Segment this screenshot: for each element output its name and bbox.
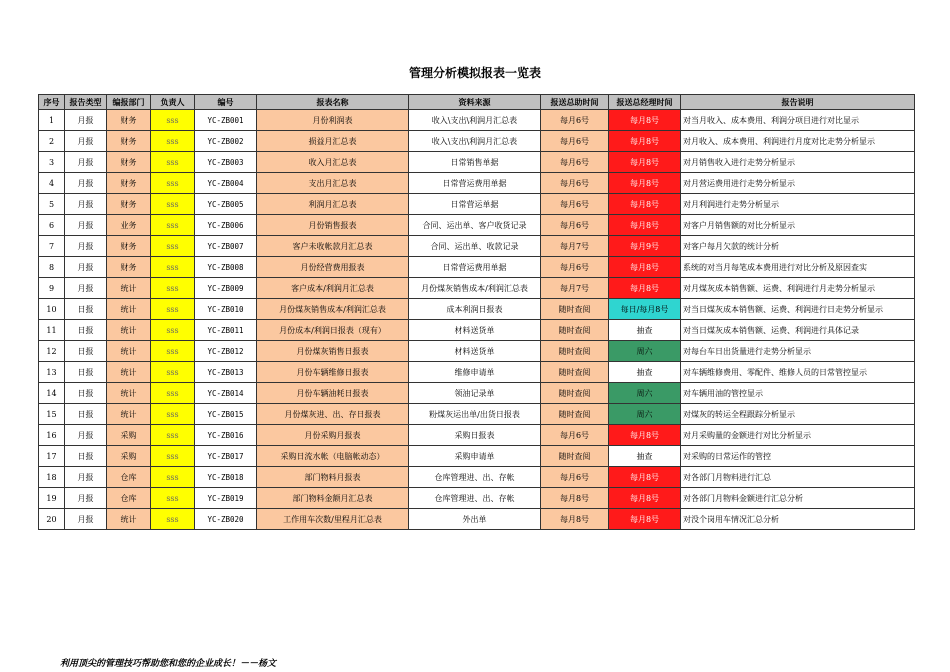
data-source-cell: 领油记录单: [409, 383, 541, 404]
data-source-cell: 仓库管理进、出、存帐: [409, 488, 541, 509]
department-cell: 财务: [107, 236, 151, 257]
assistant-deadline-cell: 每月6号: [541, 425, 609, 446]
report-name-cell: 月份成本/利润日报表（现有）: [257, 320, 409, 341]
table-row: [39, 383, 915, 404]
owner-cell: sss: [151, 404, 195, 425]
department-cell: 财务: [107, 173, 151, 194]
owner-cell: sss: [151, 173, 195, 194]
description-cell: 对月营运费用进行走势分析显示: [681, 173, 915, 194]
description-cell: 对采购的日常运作的管控: [681, 446, 915, 467]
report-type-cell: 月报: [65, 236, 107, 257]
table-row: [39, 278, 915, 299]
report-name-cell: 月份车辆油耗日报表: [257, 383, 409, 404]
column-header: 报告说明: [681, 95, 915, 110]
gm-deadline-cell: 每月8号: [609, 152, 681, 173]
report-code-cell: YC-ZB012: [195, 341, 257, 362]
report-name-cell: 客户未收帐款月汇总表: [257, 236, 409, 257]
report-code-cell: YC-ZB009: [195, 278, 257, 299]
report-code-cell: YC-ZB018: [195, 467, 257, 488]
department-cell: 统计: [107, 362, 151, 383]
report-type-cell: 月报: [65, 488, 107, 509]
assistant-deadline-cell: 每月6号: [541, 194, 609, 215]
gm-deadline-cell: 每月9号: [609, 236, 681, 257]
assistant-deadline-cell: 每月7号: [541, 278, 609, 299]
description-cell: 对当日煤灰成本销售额、运费、利润进行具体记录: [681, 320, 915, 341]
data-source-cell: 合同、运出单、客户收货记录: [409, 215, 541, 236]
row-number: 11: [39, 320, 65, 341]
assistant-deadline-cell: 每月6号: [541, 131, 609, 152]
table-row: [39, 488, 915, 509]
description-cell: 对各部门月物料进行汇总: [681, 467, 915, 488]
assistant-deadline-cell: 每月6号: [541, 173, 609, 194]
column-header: 报表名称: [257, 95, 409, 110]
gm-deadline-cell: 每月8号: [609, 278, 681, 299]
data-source-cell: 收入\支出\利润月汇总表: [409, 131, 541, 152]
department-cell: 统计: [107, 383, 151, 404]
owner-cell: sss: [151, 257, 195, 278]
description-cell: 对车辆用油的管控显示: [681, 383, 915, 404]
department-cell: 财务: [107, 194, 151, 215]
report-code-cell: YC-ZB001: [195, 110, 257, 131]
report-type-cell: 月报: [65, 257, 107, 278]
report-type-cell: 日报: [65, 383, 107, 404]
department-cell: 财务: [107, 110, 151, 131]
department-cell: 财务: [107, 257, 151, 278]
row-number: 13: [39, 362, 65, 383]
column-header: 资料来源: [409, 95, 541, 110]
department-cell: 仓库: [107, 488, 151, 509]
report-name-cell: 客户成本/利润月汇总表: [257, 278, 409, 299]
header-row: [39, 95, 915, 110]
row-number: 2: [39, 131, 65, 152]
table-row: [39, 404, 915, 425]
row-number: 4: [39, 173, 65, 194]
data-source-cell: 维修申请单: [409, 362, 541, 383]
report-code-cell: YC-ZB008: [195, 257, 257, 278]
report-code-cell: YC-ZB004: [195, 173, 257, 194]
row-number: 14: [39, 383, 65, 404]
data-source-cell: 材料送货单: [409, 341, 541, 362]
description-cell: 对月收入、成本费用、利润进行月度对比走势分析显示: [681, 131, 915, 152]
gm-deadline-cell: 每月8号: [609, 257, 681, 278]
report-name-cell: 月份煤灰销售成本/利润汇总表: [257, 299, 409, 320]
description-cell: 对没个岗用车情况汇总分析: [681, 509, 915, 530]
department-cell: 业务: [107, 215, 151, 236]
report-name-cell: 部门物料月报表: [257, 467, 409, 488]
table-row: [39, 215, 915, 236]
department-cell: 统计: [107, 509, 151, 530]
report-type-cell: 日报: [65, 362, 107, 383]
data-source-cell: 月份煤灰销售成本/利润汇总表: [409, 278, 541, 299]
report-code-cell: YC-ZB003: [195, 152, 257, 173]
report-type-cell: 日报: [65, 404, 107, 425]
table-row: [39, 509, 915, 530]
table-row: [39, 320, 915, 341]
description-cell: 对月煤灰成本销售额、运费、利润进行月走势分析显示: [681, 278, 915, 299]
row-number: 3: [39, 152, 65, 173]
report-name-cell: 支出月汇总表: [257, 173, 409, 194]
report-type-cell: 日报: [65, 446, 107, 467]
department-cell: 财务: [107, 131, 151, 152]
description-cell: 对当月收入、成本费用、利润分项目进行对比显示: [681, 110, 915, 131]
assistant-deadline-cell: 每月6号: [541, 467, 609, 488]
owner-cell: sss: [151, 152, 195, 173]
gm-deadline-cell: 每日/每月8号: [609, 299, 681, 320]
column-header: 编报部门: [107, 95, 151, 110]
owner-cell: sss: [151, 194, 195, 215]
gm-deadline-cell: 每月8号: [609, 467, 681, 488]
report-code-cell: YC-ZB019: [195, 488, 257, 509]
table-row: [39, 341, 915, 362]
gm-deadline-cell: 每月8号: [609, 110, 681, 131]
owner-cell: sss: [151, 299, 195, 320]
row-number: 8: [39, 257, 65, 278]
report-type-cell: 月报: [65, 215, 107, 236]
department-cell: 统计: [107, 320, 151, 341]
report-name-cell: 月份煤灰进、出、存日报表: [257, 404, 409, 425]
report-type-cell: 月报: [65, 131, 107, 152]
owner-cell: sss: [151, 383, 195, 404]
department-cell: 统计: [107, 404, 151, 425]
assistant-deadline-cell: 每月6号: [541, 257, 609, 278]
description-cell: 对月采购量的金额进行对比分析显示: [681, 425, 915, 446]
gm-deadline-cell: 每月8号: [609, 215, 681, 236]
assistant-deadline-cell: 随时查阅: [541, 320, 609, 341]
report-name-cell: 月份利润表: [257, 110, 409, 131]
report-name-cell: 月份煤灰销售日报表: [257, 341, 409, 362]
table-row: [39, 110, 915, 131]
report-code-cell: YC-ZB007: [195, 236, 257, 257]
department-cell: 采购: [107, 446, 151, 467]
report-name-cell: 工作用车次数/里程月汇总表: [257, 509, 409, 530]
table-row: [39, 425, 915, 446]
table-row: [39, 299, 915, 320]
department-cell: 财务: [107, 152, 151, 173]
report-type-cell: 月报: [65, 509, 107, 530]
owner-cell: sss: [151, 488, 195, 509]
assistant-deadline-cell: 随时查阅: [541, 446, 609, 467]
row-number: 20: [39, 509, 65, 530]
report-type-cell: 月报: [65, 152, 107, 173]
row-number: 5: [39, 194, 65, 215]
data-source-cell: 成本利润日报表: [409, 299, 541, 320]
owner-cell: sss: [151, 278, 195, 299]
table-row: [39, 362, 915, 383]
row-number: 17: [39, 446, 65, 467]
table-row: [39, 236, 915, 257]
report-name-cell: 部门物料金额月汇总表: [257, 488, 409, 509]
row-number: 1: [39, 110, 65, 131]
gm-deadline-cell: 抽查: [609, 320, 681, 341]
assistant-deadline-cell: 随时查阅: [541, 299, 609, 320]
owner-cell: sss: [151, 110, 195, 131]
gm-deadline-cell: 抽查: [609, 362, 681, 383]
report-code-cell: YC-ZB017: [195, 446, 257, 467]
department-cell: 统计: [107, 299, 151, 320]
report-type-cell: 月报: [65, 278, 107, 299]
gm-deadline-cell: 周六: [609, 341, 681, 362]
column-header: 报送总助时间: [541, 95, 609, 110]
row-number: 18: [39, 467, 65, 488]
data-source-cell: 日常营运单据: [409, 194, 541, 215]
report-type-cell: 日报: [65, 341, 107, 362]
assistant-deadline-cell: 随时查阅: [541, 362, 609, 383]
report-name-cell: 月份采购月报表: [257, 425, 409, 446]
report-code-cell: YC-ZB015: [195, 404, 257, 425]
column-header: 报告类型: [65, 95, 107, 110]
row-number: 10: [39, 299, 65, 320]
data-source-cell: 日常营运费用单据: [409, 257, 541, 278]
description-cell: 系统的对当月每笔成本费用进行对比分析及原因查实: [681, 257, 915, 278]
row-number: 9: [39, 278, 65, 299]
data-source-cell: 外出单: [409, 509, 541, 530]
assistant-deadline-cell: 随时查阅: [541, 341, 609, 362]
column-header: 序号: [39, 95, 65, 110]
table-row: [39, 446, 915, 467]
page-title: 管理分析模拟报表一览表: [408, 66, 541, 80]
report-code-cell: YC-ZB002: [195, 131, 257, 152]
description-cell: 对车辆维修费用、零配件、维修人员的日常管控显示: [681, 362, 915, 383]
report-type-cell: 月报: [65, 173, 107, 194]
report-type-cell: 月报: [65, 467, 107, 488]
report-name-cell: 月份车辆维修日报表: [257, 362, 409, 383]
owner-cell: sss: [151, 236, 195, 257]
owner-cell: sss: [151, 320, 195, 341]
report-code-cell: YC-ZB016: [195, 425, 257, 446]
department-cell: 统计: [107, 278, 151, 299]
row-number: 7: [39, 236, 65, 257]
description-cell: 对月利润进行走势分析显示: [681, 194, 915, 215]
data-source-cell: 日常销售单据: [409, 152, 541, 173]
gm-deadline-cell: 每月8号: [609, 425, 681, 446]
assistant-deadline-cell: 每月8号: [541, 509, 609, 530]
description-cell: 对每台车日出货量进行走势分析显示: [681, 341, 915, 362]
report-code-cell: YC-ZB020: [195, 509, 257, 530]
column-header: 报送总经理时间: [609, 95, 681, 110]
gm-deadline-cell: 周六: [609, 404, 681, 425]
row-number: 15: [39, 404, 65, 425]
data-source-cell: 日常营运费用单据: [409, 173, 541, 194]
row-number: 6: [39, 215, 65, 236]
gm-deadline-cell: 周六: [609, 383, 681, 404]
data-source-cell: 粉煤灰运出单/出货日报表: [409, 404, 541, 425]
table-row: [39, 152, 915, 173]
gm-deadline-cell: 每月8号: [609, 509, 681, 530]
report-name-cell: 利润月汇总表: [257, 194, 409, 215]
report-table: [38, 94, 915, 530]
assistant-deadline-cell: 每月8号: [541, 488, 609, 509]
description-cell: 对当日煤灰成本销售额、运费、利润进行日走势分析显示: [681, 299, 915, 320]
assistant-deadline-cell: 每月6号: [541, 152, 609, 173]
report-name-cell: 收入月汇总表: [257, 152, 409, 173]
description-cell: 对月销售收入进行走势分析显示: [681, 152, 915, 173]
report-type-cell: 月报: [65, 110, 107, 131]
column-header: 编号: [195, 95, 257, 110]
gm-deadline-cell: 每月8号: [609, 194, 681, 215]
data-source-cell: 收入\支出\利润月汇总表: [409, 110, 541, 131]
assistant-deadline-cell: 每月6号: [541, 215, 609, 236]
department-cell: 统计: [107, 341, 151, 362]
row-number: 19: [39, 488, 65, 509]
data-source-cell: 材料送货单: [409, 320, 541, 341]
report-type-cell: 日报: [65, 320, 107, 341]
owner-cell: sss: [151, 215, 195, 236]
report-name-cell: 月份销售报表: [257, 215, 409, 236]
department-cell: 仓库: [107, 467, 151, 488]
row-number: 12: [39, 341, 65, 362]
owner-cell: sss: [151, 131, 195, 152]
gm-deadline-cell: 抽查: [609, 446, 681, 467]
report-code-cell: YC-ZB011: [195, 320, 257, 341]
report-name-cell: 采购日流水帐（电脑帐动态）: [257, 446, 409, 467]
table-row: [39, 467, 915, 488]
data-source-cell: 采购申请单: [409, 446, 541, 467]
owner-cell: sss: [151, 341, 195, 362]
assistant-deadline-cell: 随时查阅: [541, 404, 609, 425]
assistant-deadline-cell: 随时查阅: [541, 383, 609, 404]
owner-cell: sss: [151, 425, 195, 446]
data-source-cell: 采购日报表: [409, 425, 541, 446]
description-cell: 对客户月销售额的对比分析显示: [681, 215, 915, 236]
owner-cell: sss: [151, 362, 195, 383]
table-row: [39, 194, 915, 215]
report-type-cell: 月报: [65, 425, 107, 446]
owner-cell: sss: [151, 509, 195, 530]
report-code-cell: YC-ZB005: [195, 194, 257, 215]
table-row: [39, 131, 915, 152]
column-header: 负责人: [151, 95, 195, 110]
data-source-cell: 仓库管理进、出、存帐: [409, 467, 541, 488]
assistant-deadline-cell: 每月7号: [541, 236, 609, 257]
footer-motto: 利用顶尖的管理技巧帮助您和您的企业成长！－－杨文: [60, 659, 277, 669]
report-code-cell: YC-ZB006: [195, 215, 257, 236]
table-row: [39, 173, 915, 194]
department-cell: 采购: [107, 425, 151, 446]
description-cell: 对煤灰的转运全程跟踪分析显示: [681, 404, 915, 425]
report-name-cell: 损益月汇总表: [257, 131, 409, 152]
owner-cell: sss: [151, 467, 195, 488]
description-cell: 对各部门月物料金额进行汇总分析: [681, 488, 915, 509]
row-number: 16: [39, 425, 65, 446]
report-name-cell: 月份经营费用报表: [257, 257, 409, 278]
gm-deadline-cell: 每月8号: [609, 488, 681, 509]
gm-deadline-cell: 每月8号: [609, 173, 681, 194]
description-cell: 对客户每月欠款的统计分析: [681, 236, 915, 257]
table-row: [39, 257, 915, 278]
report-code-cell: YC-ZB010: [195, 299, 257, 320]
owner-cell: sss: [151, 446, 195, 467]
report-type-cell: 月报: [65, 194, 107, 215]
report-type-cell: 日报: [65, 299, 107, 320]
assistant-deadline-cell: 每月6号: [541, 110, 609, 131]
report-code-cell: YC-ZB014: [195, 383, 257, 404]
report-code-cell: YC-ZB013: [195, 362, 257, 383]
data-source-cell: 合同、运出单、收款记录: [409, 236, 541, 257]
gm-deadline-cell: 每月8号: [609, 131, 681, 152]
